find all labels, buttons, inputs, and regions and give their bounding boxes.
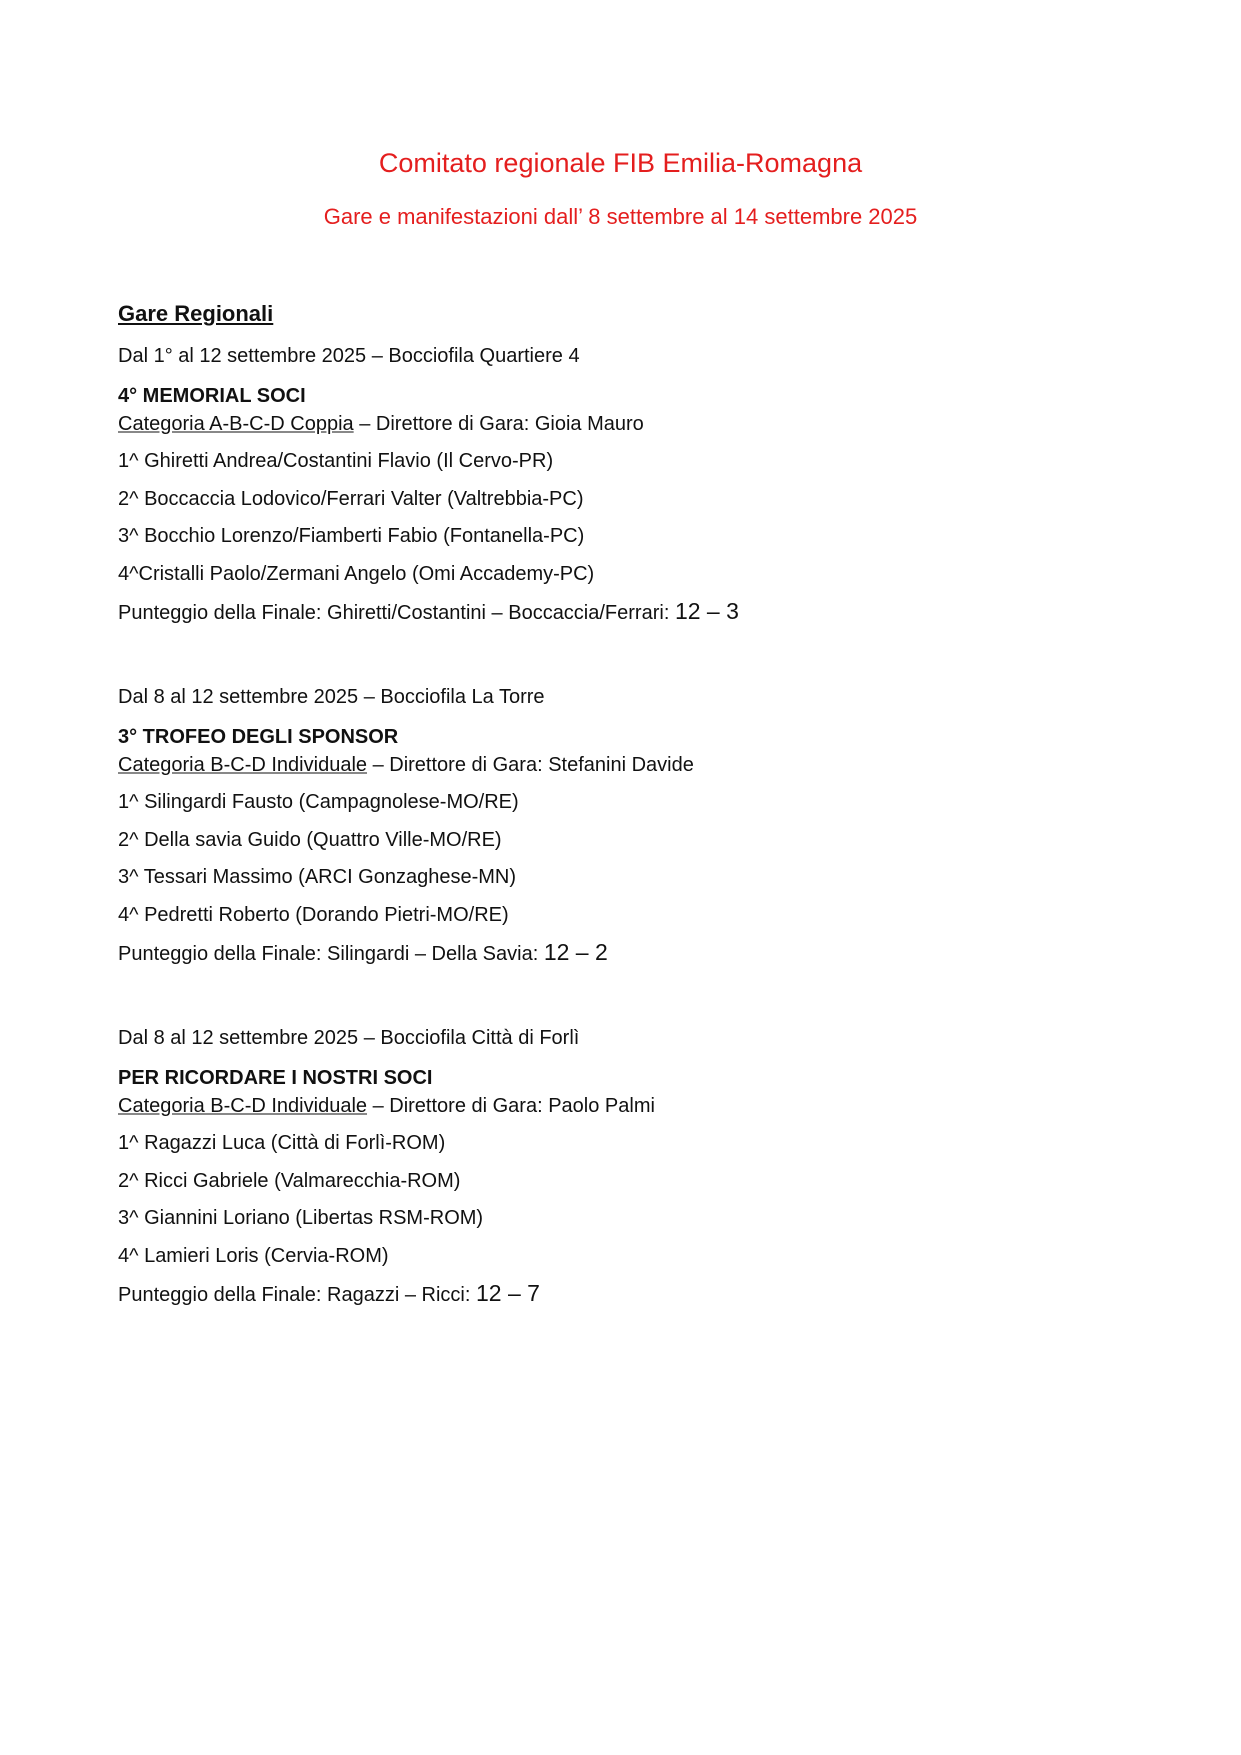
event-name: PER RICORDARE I NOSTRI SOCI [118, 1067, 433, 1089]
result-item: 2^ Della savia Guido (Quattro Ville-MO/RE) [118, 828, 502, 851]
result-item: 1^ Silingardi Fausto (Campagnolese-MO/RE) [118, 791, 519, 813]
final-score-label: Punteggio della Finale: Silingardi – Della Savia: [118, 943, 544, 965]
final-score-value: 12 – 2 [543, 939, 608, 965]
result-item: 1^ Ragazzi Luca (Città di Forlì-ROM) [118, 1132, 446, 1154]
event-category: Categoria A-B-C-D Coppia [118, 413, 354, 435]
event-block [118, 342, 1118, 627]
event-block [118, 1024, 1118, 1309]
event-name: 3° TROFEO DEGLI SPONSOR [118, 726, 399, 748]
event-director: – Direttore di Gara: Paolo Palmi [367, 1095, 655, 1117]
final-score-line [118, 938, 1118, 968]
event-category-row [118, 751, 1118, 779]
result-item: 3^ Bocchio Lorenzo/Fiamberti Fabio (Fontanella-PC) [118, 525, 585, 547]
result-item: 3^ Giannini Loriano (Libertas RSM-ROM) [118, 1207, 484, 1229]
document-subtitle: Gare e manifestazioni dall’ 8 settembre al 14 settembre 2025 [323, 204, 918, 229]
event-category: Categoria B-C-D Individuale [118, 754, 368, 776]
event-name: 4° MEMORIAL SOCI [118, 385, 306, 407]
event-date-location: Dal 8 al 12 settembre 2025 – Bocciofila Città di Forlì [118, 1027, 580, 1049]
event-date-location: Dal 1° al 12 settembre 2025 – Bocciofila Quartiere 4 [118, 345, 580, 367]
final-score-value: 12 – 7 [475, 1280, 540, 1306]
final-score-value: 12 – 3 [674, 598, 739, 624]
result-item: 4^ Pedretti Roberto (Dorando Pietri-MO/RE) [118, 903, 509, 926]
final-score-label: Punteggio della Finale: Ragazzi – Ricci: [118, 1284, 476, 1306]
result-item: 4^ Lamieri Loris (Cervia-ROM) [118, 1244, 389, 1267]
result-item: 2^ Ricci Gabriele (Valmarecchia-ROM) [118, 1169, 461, 1192]
event-category-row [118, 1092, 1118, 1120]
final-score-label: Punteggio della Finale: Ghiretti/Costantini – Boccaccia/Ferrari: [118, 602, 675, 624]
final-score-line [118, 597, 1118, 627]
event-category-row [118, 410, 1118, 438]
event-director: – Direttore di Gara: Stefanini Davide [367, 754, 694, 776]
document-content [118, 301, 1118, 1309]
section-title: Gare Regionali [118, 301, 274, 326]
final-score-line [118, 1279, 1118, 1309]
event-block [118, 683, 1118, 968]
event-date-location: Dal 8 al 12 settembre 2025 – Bocciofila La Torre [118, 686, 545, 708]
result-item: 4^Cristalli Paolo/Zermani Angelo (Omi Accademy-PC) [118, 562, 595, 585]
result-item: 1^ Ghiretti Andrea/Costantini Flavio (Il Cervo-PR) [118, 450, 554, 472]
document-title: Comitato regionale FIB Emilia-Romagna [378, 148, 863, 178]
result-item: 3^ Tessari Massimo (ARCI Gonzaghese-MN) [118, 866, 517, 888]
event-category: Categoria B-C-D Individuale [118, 1095, 368, 1117]
event-director: – Direttore di Gara: Gioia Mauro [353, 413, 644, 435]
result-item: 2^ Boccaccia Lodovico/Ferrari Valter (Valtrebbia-PC) [118, 487, 584, 510]
